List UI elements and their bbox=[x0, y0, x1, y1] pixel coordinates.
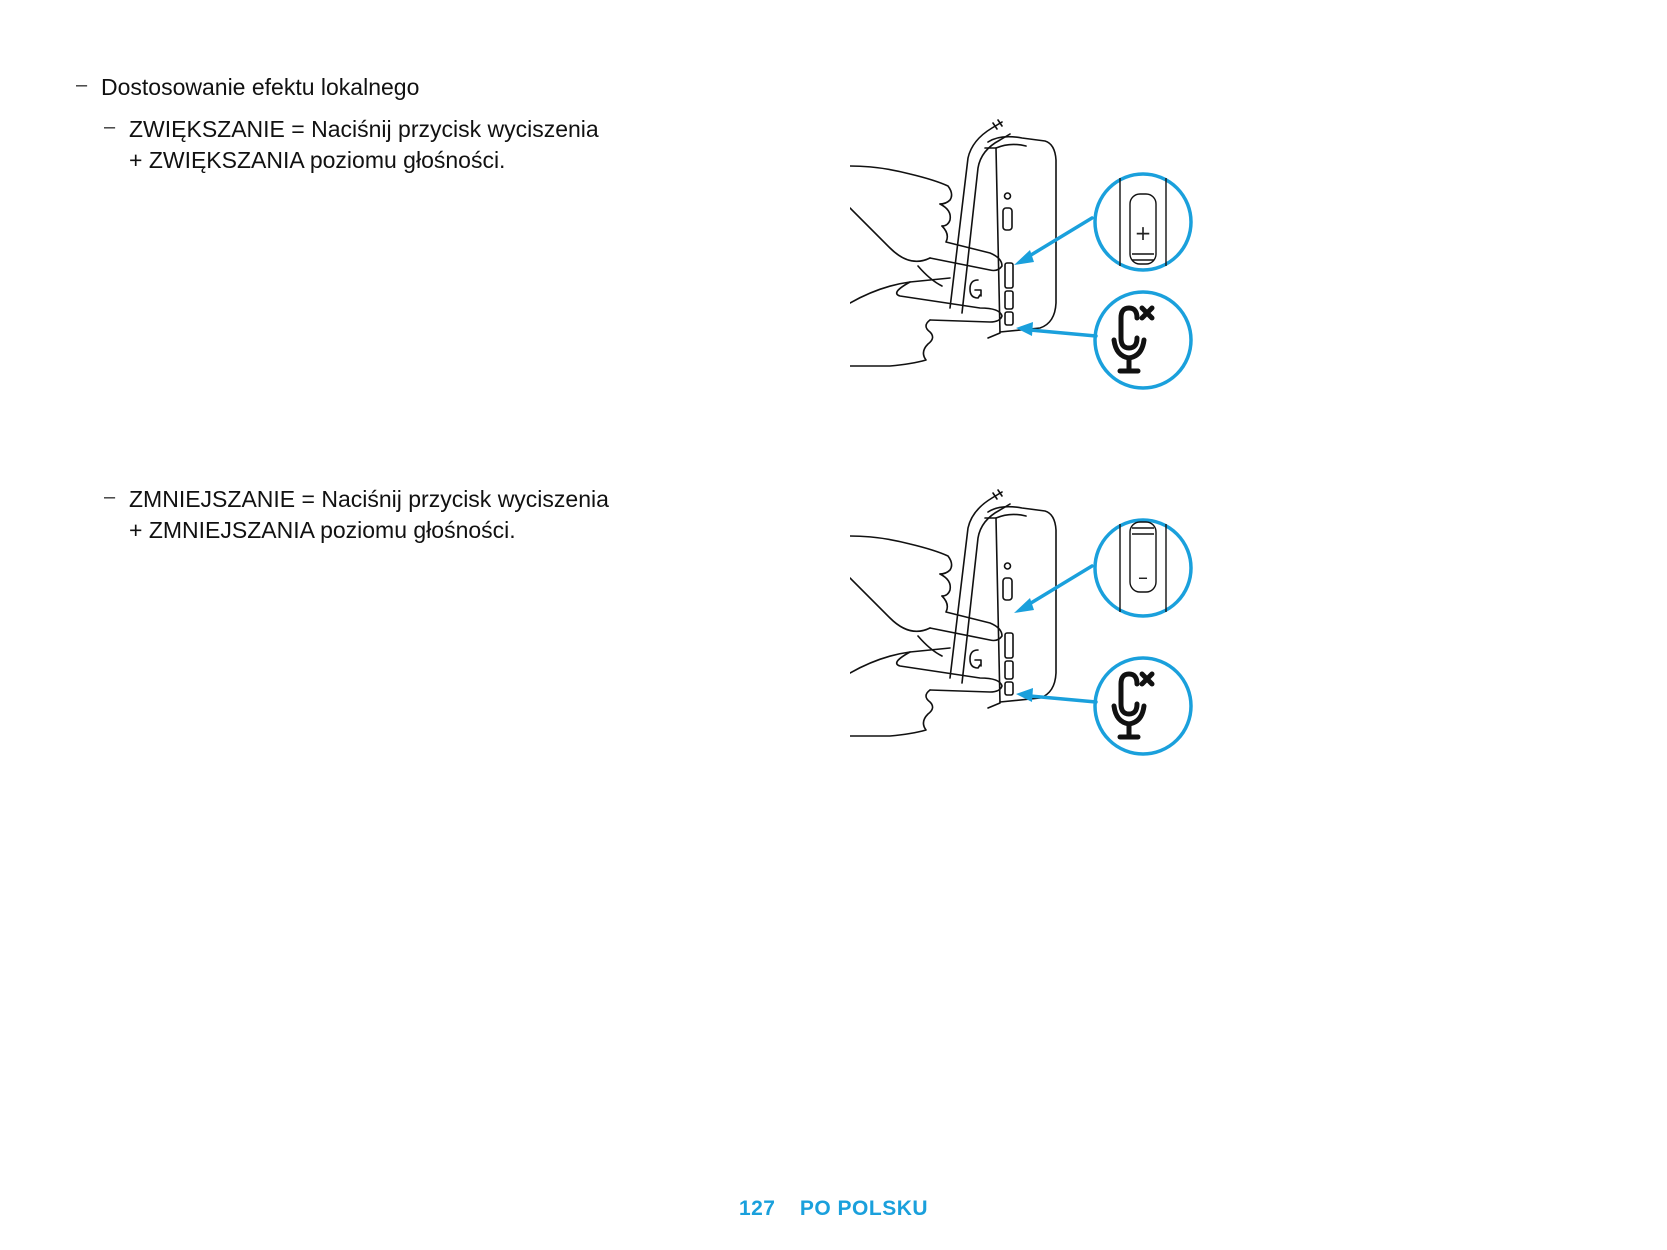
step-2-line-1: ZMNIEJSZANIE = Naciśnij przycisk wyciszenia bbox=[129, 486, 609, 512]
section-label: PO POLSKU bbox=[799, 1197, 929, 1220]
headset-drawing bbox=[850, 490, 1056, 736]
mic-mute-icon bbox=[1114, 674, 1152, 737]
headset-illustration-increase bbox=[850, 108, 1210, 398]
step-2-bullet: – bbox=[104, 486, 116, 508]
step-1-bullet: – bbox=[104, 116, 116, 138]
step-1-line-2: + ZWIĘKSZANIA poziomu głośności. bbox=[129, 147, 506, 173]
mic-mute-icon bbox=[1114, 308, 1152, 371]
page-number: 127 bbox=[738, 1197, 776, 1220]
headset-illustration-decrease bbox=[850, 478, 1210, 768]
step-2-line-2: + ZMNIEJSZANIA poziomu głośności. bbox=[129, 517, 516, 543]
volume-symbol: – bbox=[1138, 565, 1148, 589]
volume-symbol: + bbox=[1134, 221, 1152, 245]
step-1-line-1: ZWIĘKSZANIE = Naciśnij przycisk wyciszenia bbox=[129, 116, 599, 142]
section-heading: Dostosowanie efektu lokalnego bbox=[101, 74, 420, 100]
page-footer bbox=[0, 1197, 1667, 1221]
heading-bullet: – bbox=[76, 74, 88, 96]
